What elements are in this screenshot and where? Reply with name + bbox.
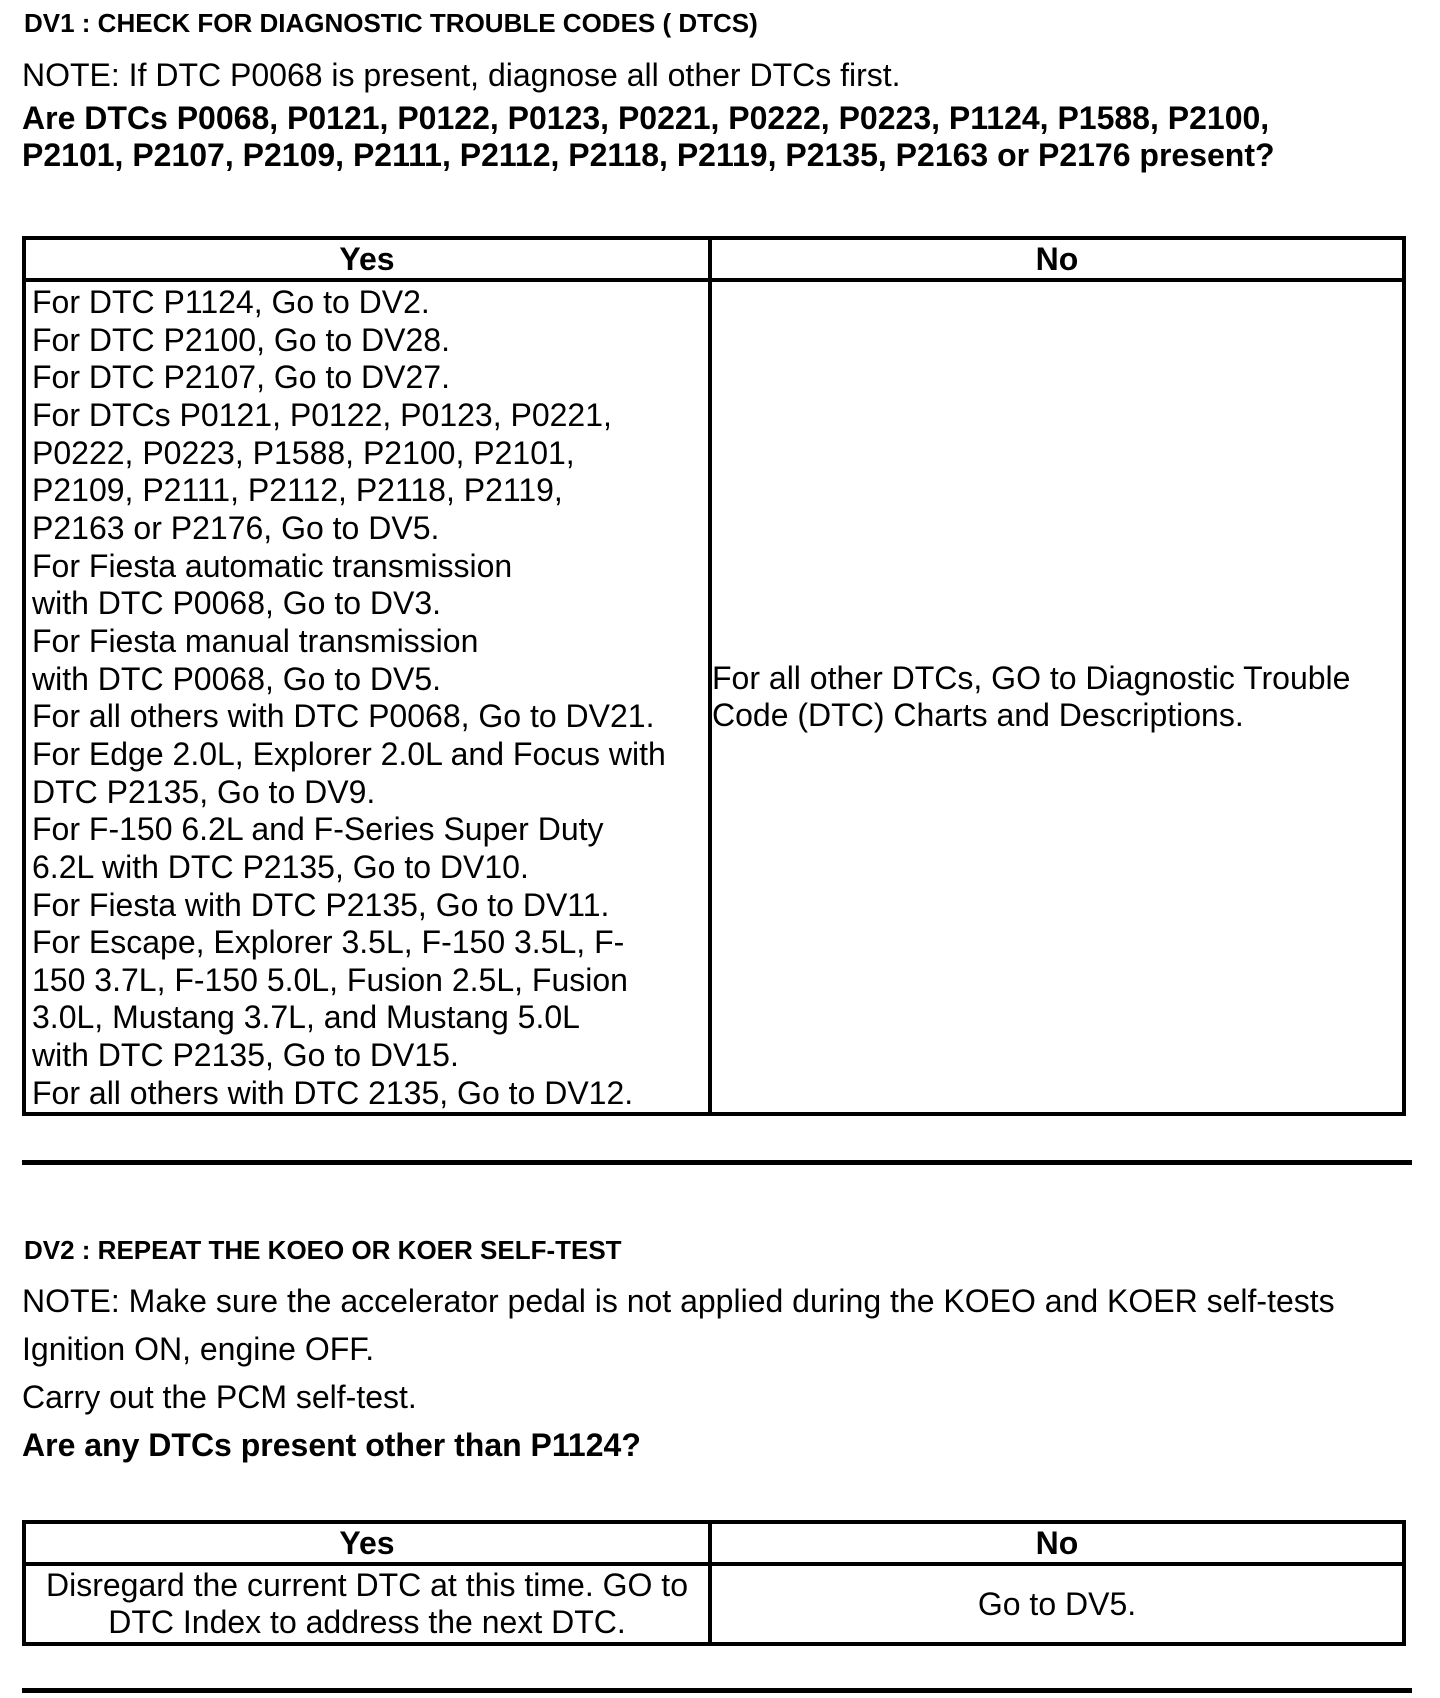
dv1-yes-line: For DTC P2100, Go to DV28. <box>32 321 450 358</box>
dv2-yes-cell <box>24 1564 710 1644</box>
dv1-yes-line: 150 3.7L, F-150 5.0L, Fusion 2.5L, Fusion <box>32 961 628 998</box>
dv1-yes-line: For F-150 6.2L and F-Series Super Duty <box>32 811 604 848</box>
dv1-question-line: Are DTCs P0068, P0121, P0122, P0123, P0221, P0222, P0223, P1124, P1588, P2100, <box>22 100 1270 136</box>
dv1-yes-line: For Fiesta manual transmission <box>32 622 479 659</box>
dv1-yes-line: with DTC P0068, Go to DV5. <box>32 660 442 697</box>
dv2-question: Are any DTCs present other than P1124? <box>22 1427 641 1463</box>
dv2-instruction: Carry out the PCM self-test. <box>22 1379 417 1415</box>
dv2-no-header: No <box>710 1522 1404 1564</box>
dv1-yes-line: DTC P2135, Go to DV9. <box>32 773 376 810</box>
dv1-yes-line: For Edge 2.0L, Explorer 2.0L and Focus with <box>32 735 666 772</box>
dv2-yes-line: DTC Index to address the next DTC. <box>108 1604 626 1640</box>
dv1-yes-cell <box>24 280 710 1114</box>
dv1-yes-list <box>26 282 708 1112</box>
dv1-yes-line: For Fiesta with DTC P2135, Go to DV11. <box>32 886 610 923</box>
dv1-yes-line: with DTC P0068, Go to DV3. <box>32 585 442 622</box>
dv1-yes-line: For DTCs P0121, P0122, P0123, P0221, <box>32 396 612 433</box>
dv2-table <box>22 1520 1406 1646</box>
section-divider <box>22 1160 1412 1165</box>
dv1-yes-line: For all others with DTC 2135, Go to DV12. <box>32 1074 634 1111</box>
dv2-yes-line: Disregard the current DTC at this time. GO to <box>46 1567 688 1603</box>
dv1-yes-line: 3.0L, Mustang 3.7L, and Mustang 5.0L <box>32 999 580 1036</box>
dv2-note: NOTE: Make sure the accelerator pedal is not applied during the KOEO and KOER self-tests <box>22 1283 1335 1319</box>
dv1-yes-line: For DTC P2107, Go to DV27. <box>32 359 450 396</box>
section-divider <box>22 1688 1412 1693</box>
dv2-instruction: Ignition ON, engine OFF. <box>22 1331 375 1367</box>
dv1-yes-line: For all others with DTC P0068, Go to DV21. <box>32 698 655 735</box>
dv1-yes-line: For Escape, Explorer 3.5L, F-150 3.5L, F- <box>32 924 625 961</box>
dv1-yes-line: with DTC P2135, Go to DV15. <box>32 1037 459 1074</box>
dv1-yes-line: For DTC P1124, Go to DV2. <box>32 284 430 320</box>
dv1-yes-line: For Fiesta automatic transmission <box>32 547 513 584</box>
dv2-heading: DV2 : REPEAT THE KOEO OR KOER SELF-TEST <box>24 1235 622 1265</box>
dv1-note: NOTE: If DTC P0068 is present, diagnose all other DTCs first. <box>22 57 901 93</box>
dv1-yes-line: P2163 or P2176, Go to DV5. <box>32 509 440 546</box>
dv1-yes-header: Yes <box>24 238 710 280</box>
dv1-no-line: Code (DTC) Charts and Descriptions. <box>712 697 1244 734</box>
dv1-heading: DV1 : CHECK FOR DIAGNOSTIC TROUBLE CODES ( DTCS) <box>24 8 758 38</box>
dv1-table <box>22 236 1406 1116</box>
dv2-yes-header: Yes <box>24 1522 710 1564</box>
dv1-yes-line: P0222, P0223, P1588, P2100, P2101, <box>32 434 575 471</box>
dv2-no-cell: Go to DV5. <box>710 1564 1404 1644</box>
dv1-question-line: P2101, P2107, P2109, P2111, P2112, P2118, P2119, P2135, P2163 or P2176 present? <box>22 137 1275 173</box>
dv1-no-line: For all other DTCs, GO to Diagnostic Trouble <box>712 660 1351 697</box>
dv1-yes-line: 6.2L with DTC P2135, Go to DV10. <box>32 848 529 885</box>
dv1-no-header: No <box>710 238 1404 280</box>
dv1-no-cell <box>710 280 1404 1114</box>
dv1-question <box>22 100 1275 174</box>
dv1-yes-line: P2109, P2111, P2112, P2118, P2119, <box>32 472 563 509</box>
